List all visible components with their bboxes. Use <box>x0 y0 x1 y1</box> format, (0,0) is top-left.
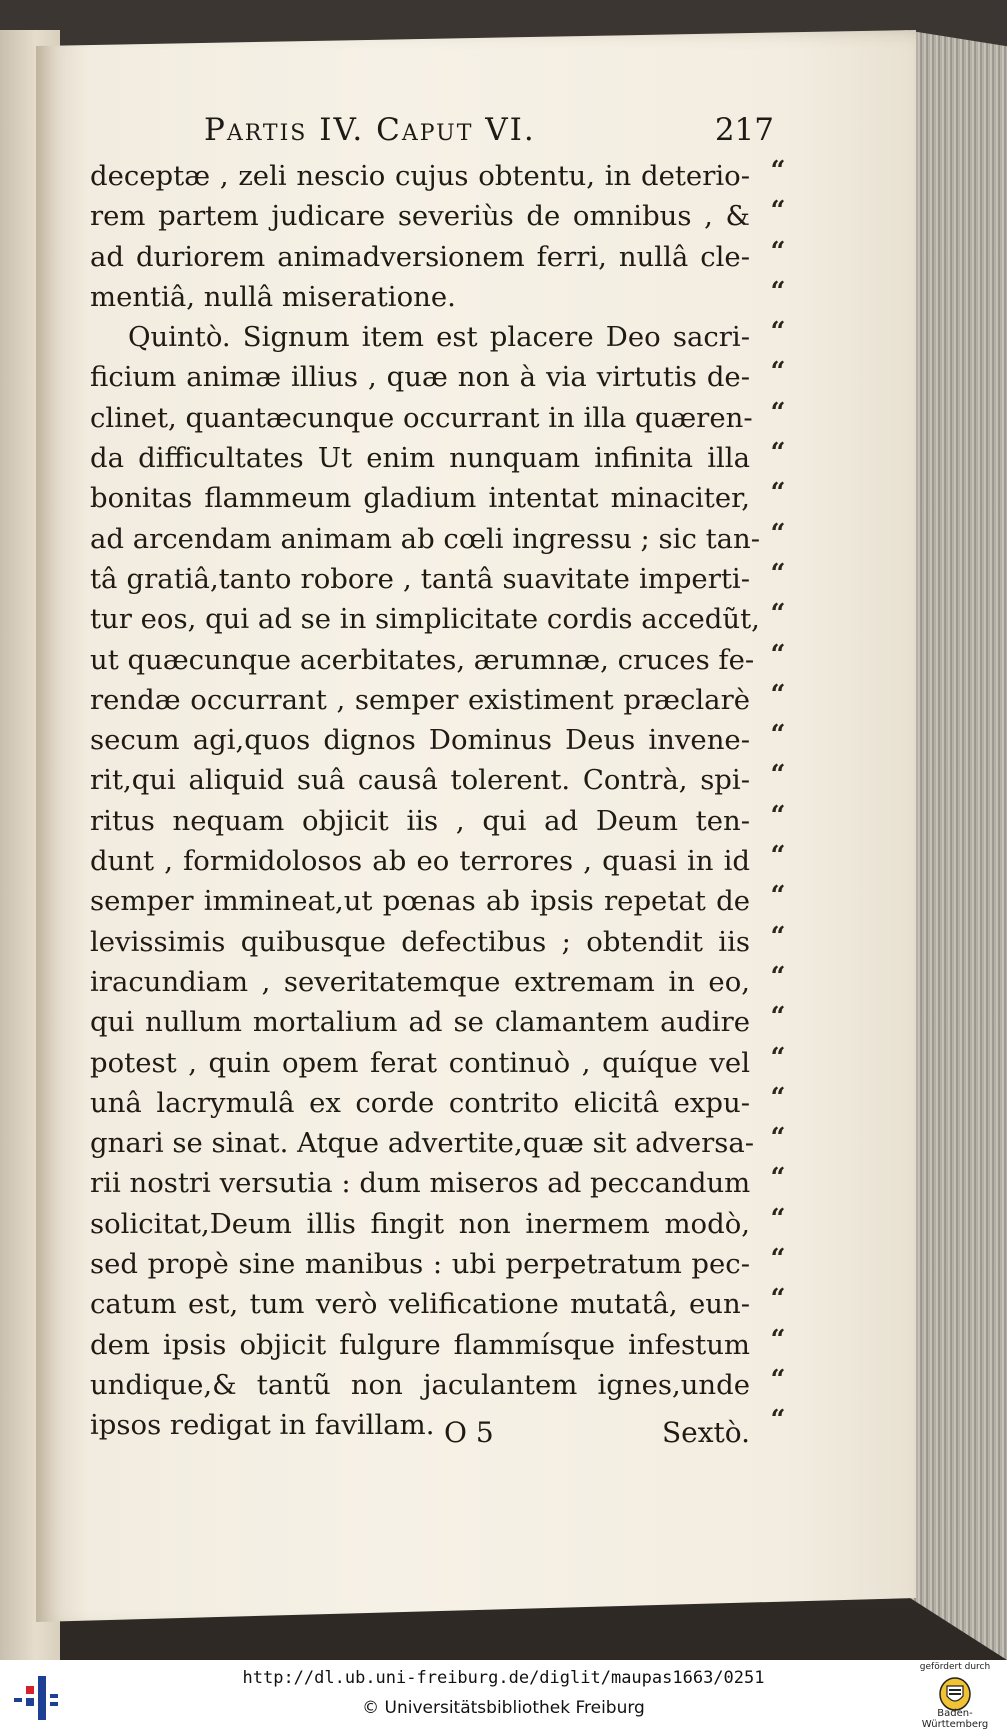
text-line: da difficultates Ut enim nunquam infinita illa <box>90 442 750 475</box>
text-line: qui nullum mortalium ad se clamantem audire <box>90 1006 750 1039</box>
quotation-mark: “ <box>770 1284 786 1315</box>
quotation-mark: “ <box>770 639 786 670</box>
text-line: dunt , formidolosos ab eo terrores , quasi in id <box>90 845 750 878</box>
quotation-mark: “ <box>770 921 786 952</box>
text-line: dem ipsis objicit fulgure flammísque infestum <box>90 1328 750 1361</box>
quotation-mark: “ <box>770 720 786 751</box>
text-line: tâ gratiâ,tanto robore , tantâ suavitate imperti- <box>90 562 750 595</box>
catchword: Sextò. <box>661 1416 750 1449</box>
page-header <box>196 112 796 158</box>
text-line: ad arcendam animam ab cœli ingressu ; sic tan- <box>90 522 761 555</box>
quotation-mark: “ <box>770 800 786 831</box>
quotation-mark: “ <box>770 881 786 912</box>
text-line: ritus nequam objicit iis , qui ad Deum ten- <box>90 804 750 837</box>
text-line: semper immineat,ut pœnas ab ipsis repetat de <box>90 885 750 918</box>
quotation-mark: “ <box>770 156 786 186</box>
quotation-mark: “ <box>770 1244 786 1275</box>
text-line: solicitat,Deum illis fingit non inermem modò, <box>90 1207 750 1240</box>
text-line: potest , quin opem ferat continuò , quíque vel <box>90 1046 750 1079</box>
text-line: clinet, quantæcunque occurrant in illa quæren- <box>90 401 753 434</box>
quotation-mark: “ <box>770 357 786 388</box>
text-line: ipsos redigat in favillam. <box>90 1409 435 1442</box>
permalink-url[interactable]: http://dl.ub.uni-freiburg.de/diglit/maupas1663/0251 <box>242 1668 765 1688</box>
quotation-mark: “ <box>770 1405 786 1436</box>
running-title: Partis IV. Caput VI. <box>204 112 536 148</box>
text-line: Quintò. Signum item est placere Deo sacri- <box>128 321 750 354</box>
body-text <box>90 156 761 1446</box>
page-fore-edge <box>905 30 1007 1660</box>
quotation-mark: “ <box>770 1364 786 1395</box>
quotation-mark: “ <box>770 1002 786 1033</box>
sponsor-name: Baden-Württemberg <box>921 1708 989 1730</box>
quotation-mark: “ <box>770 196 786 227</box>
quotation-mark: “ <box>770 961 786 992</box>
text-line: ficium animæ illius , quæ non à via virtutis de- <box>90 361 750 394</box>
page-foot <box>90 1416 750 1456</box>
copyright-notice: © Universitätsbibliothek Freiburg <box>362 1698 645 1718</box>
quotation-margin-marks <box>758 156 798 1446</box>
text-line: rit,qui aliquid suâ causâ tolerent. Contrà, spi- <box>90 764 750 797</box>
quotation-mark: “ <box>770 679 786 710</box>
quotation-mark: “ <box>770 438 786 469</box>
text-line: rendæ occurrant , semper existiment præclarè <box>90 683 750 716</box>
quotation-mark: “ <box>770 397 786 428</box>
quotation-mark: “ <box>770 1163 786 1194</box>
text-line: ad duriorem animadversionem ferri, nullâ cle- <box>90 240 750 273</box>
quotation-mark: “ <box>770 1082 786 1113</box>
quotation-mark: “ <box>770 276 786 307</box>
text-line: gnari se sinat. Atque advertite,quæ sit adversa- <box>90 1127 755 1160</box>
text-line: rii nostri versutia : dum miseros ad peccandum <box>90 1167 751 1200</box>
text-line: tur eos, qui ad se in simplicitate cordis accedũt, <box>90 603 760 636</box>
sponsor-label: gefördert durch <box>919 1662 991 1672</box>
quotation-mark: “ <box>770 760 786 791</box>
text-line: deceptæ , zeli nescio cujus obtentu, in deterio- <box>90 160 750 192</box>
page-number: 217 <box>714 112 774 148</box>
text-line: catum est, tum verò velificatione mutatâ, eun- <box>90 1288 750 1321</box>
quotation-mark: “ <box>770 317 786 348</box>
text-line: secum agi,quos dignos Dominus Deus invene- <box>90 724 750 757</box>
citation-bar <box>0 1660 1007 1732</box>
text-line: sed propè sine manibus : ubi perpetratum pec- <box>90 1248 750 1281</box>
text-line: levissimis quibusque defectibus ; obtendit iis <box>90 925 750 958</box>
text-line: bonitas flammeum gladium intentat minaciter, <box>90 482 750 515</box>
text-line: iracundiam , severitatemque extremam in eo, <box>90 965 750 998</box>
quotation-mark: “ <box>770 1324 786 1355</box>
signature-mark: O 5 <box>444 1416 494 1449</box>
quotation-mark: “ <box>770 599 786 630</box>
text-line: undique,& tantũ non jaculantem ignes,unde <box>90 1368 750 1401</box>
text-line: unâ lacrymulâ ex corde contrito elicitâ expu- <box>90 1086 750 1119</box>
text-line: ut quæcunque acerbitates, ærumnæ, cruces fe- <box>90 643 755 676</box>
sponsor-block <box>909 1662 1001 1730</box>
quotation-mark: “ <box>770 1203 786 1234</box>
quotation-mark: “ <box>770 518 786 549</box>
quotation-mark: “ <box>770 478 786 509</box>
quotation-mark: “ <box>770 1042 786 1073</box>
quotation-mark: “ <box>770 1123 786 1154</box>
quotation-mark: “ <box>770 558 786 589</box>
coat-of-arms-icon <box>939 1676 971 1712</box>
quotation-mark: “ <box>770 236 786 267</box>
quotation-mark: “ <box>770 841 786 872</box>
text-line: rem partem judicare severiùs de omnibus , & <box>90 200 750 233</box>
text-line: mentiâ, nullâ miseratione. <box>90 280 456 313</box>
